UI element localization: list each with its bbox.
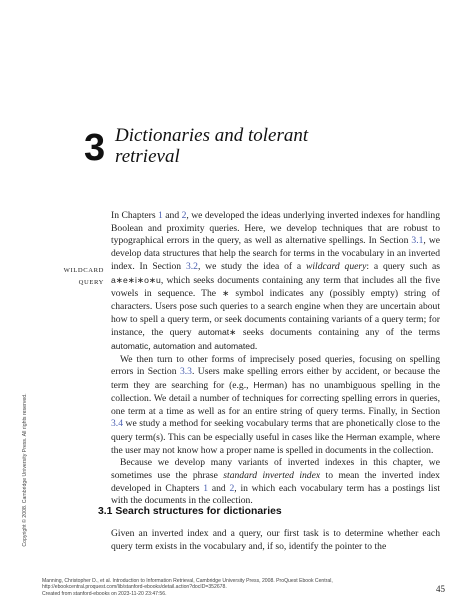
chapter-2-link[interactable]: 2 — [229, 482, 235, 494]
citation-footer — [42, 578, 372, 597]
intro-paragraph-2 — [111, 354, 440, 458]
star-symbol: ∗ — [222, 288, 230, 299]
text-run: and — [195, 341, 215, 353]
text-run: In Chapters — [111, 210, 159, 221]
example-term: automatic — [111, 341, 149, 352]
chapter-title-line-2: retrieval — [115, 146, 180, 167]
chapter-title — [115, 125, 308, 167]
text-run: . — [254, 341, 258, 353]
standard-inverted-index-term: standard inverted index — [223, 470, 321, 482]
section-3-3-link[interactable]: 3.3 — [179, 366, 192, 378]
text-run: to mean the inverted index developed in Chapters — [111, 470, 440, 494]
section-body — [111, 528, 440, 553]
text-run: : a query such as — [366, 260, 440, 272]
example-term: automation — [153, 341, 196, 352]
text-run: , in which each vocabulary term has a postings list with the documents in the collection. — [111, 482, 441, 507]
example-query: automat∗ — [198, 327, 237, 338]
margin-note-wildcard: WILDCARD — [63, 267, 104, 274]
section-3-2-link[interactable]: 3.2 — [185, 260, 198, 272]
copyright-notice — [22, 170, 28, 547]
copyright-text: Copyright © 2008. Cambridge University Press. All rights reserved. — [22, 393, 28, 547]
chapter-1-link[interactable]: 1 — [203, 482, 209, 494]
chapter-title-line-1: Dictionaries and tolerant — [115, 125, 309, 146]
section-3-1-link[interactable]: 3.1 — [411, 235, 424, 247]
chapter-2-link[interactable]: 2 — [181, 210, 187, 221]
wildcard-query-term: wildcard query — [305, 260, 367, 272]
text-run: and — [208, 482, 230, 494]
example-term: Herman — [345, 431, 377, 442]
citation-line-3: Created from stanford-ebooks on 2023-11-20 23:47:56. — [42, 590, 167, 597]
section-3-4-link[interactable]: 3.4 — [111, 418, 123, 430]
text-run: example, where the user may not know how a proper name is spelled in documents in the collection. — [111, 431, 440, 456]
example-term: Herman — [253, 380, 284, 391]
margin-note-query: QUERY — [78, 279, 104, 286]
example-term: automated — [214, 341, 255, 352]
text-run: we study a method for seeking vocabulary terms that are phonetically close to the query term(s). This can be especially useful in cases like the — [111, 418, 440, 443]
text-run: symbol indicates any (possibly empty) string of characters. Users pose such queries to a search engine when they are uncertain about how to spell a query term, or seek documents containing variants of a query term; for instance, the query — [111, 288, 440, 339]
citation-line-1: Manning, Christopher D., et al. Introduction to Information Retrieval, Cambridge University Press, 2008. ProQuest Ebook Central, — [42, 578, 333, 584]
text-run: , we developed the ideas underlying inverted indexes for handling Boolean and proximity queries. Here, we develop techniques that are robust to typographical errors in the query, as well as alternative spellings. In Section — [111, 210, 440, 247]
text-run: seeks documents containing any of the terms — [236, 327, 440, 339]
text-run: , we develop data structures that help the search for terms in the vocabulary in an inverted index. In Section — [111, 235, 441, 272]
text-run: and — [162, 210, 182, 221]
text-run: . Users make spelling errors either by accident, or because the term they are searching for (e.g., — [111, 366, 440, 392]
text-run: We then turn to other forms of imprecisely posed queries, focusing on spelling errors in Section — [111, 353, 440, 378]
citation-line-2[interactable]: http://ebookcentral.proquest.com/lib/stanford-ebooks/detail.action?docID=352678. — [42, 584, 227, 591]
chapter-1-link[interactable]: 1 — [158, 210, 163, 221]
text-run: ) has no unambiguous spelling in the collection. We detail a number of techniques for correcting spelling errors in queries, one term at a time as well as for an entire string of query terms. Finally, in Section — [111, 380, 440, 417]
page-number: 45 — [436, 584, 445, 594]
example-query: a∗e∗i∗o∗u — [111, 274, 161, 285]
section-paragraph-1: Given an inverted index and a query, our first task is to determine whether each query term exists in the vocabulary and, if so, identify the pointer to the — [111, 528, 440, 552]
chapter-number: 3 — [84, 127, 106, 169]
text-run: Because we develop many variants of inverted indexes in this chapter, we sometimes use the phrase — [111, 457, 440, 482]
chapter-intro — [111, 210, 440, 508]
text-run: , — [148, 341, 154, 353]
intro-paragraph-1 — [111, 210, 440, 354]
text-run: , we study the idea of a — [197, 260, 306, 272]
text-run: , which seeks documents containing any term that includes all the five vowels in sequence. The — [111, 274, 440, 300]
section-heading: 3.1 Search structures for dictionaries — [98, 506, 282, 517]
intro-paragraph-3 — [111, 457, 440, 508]
